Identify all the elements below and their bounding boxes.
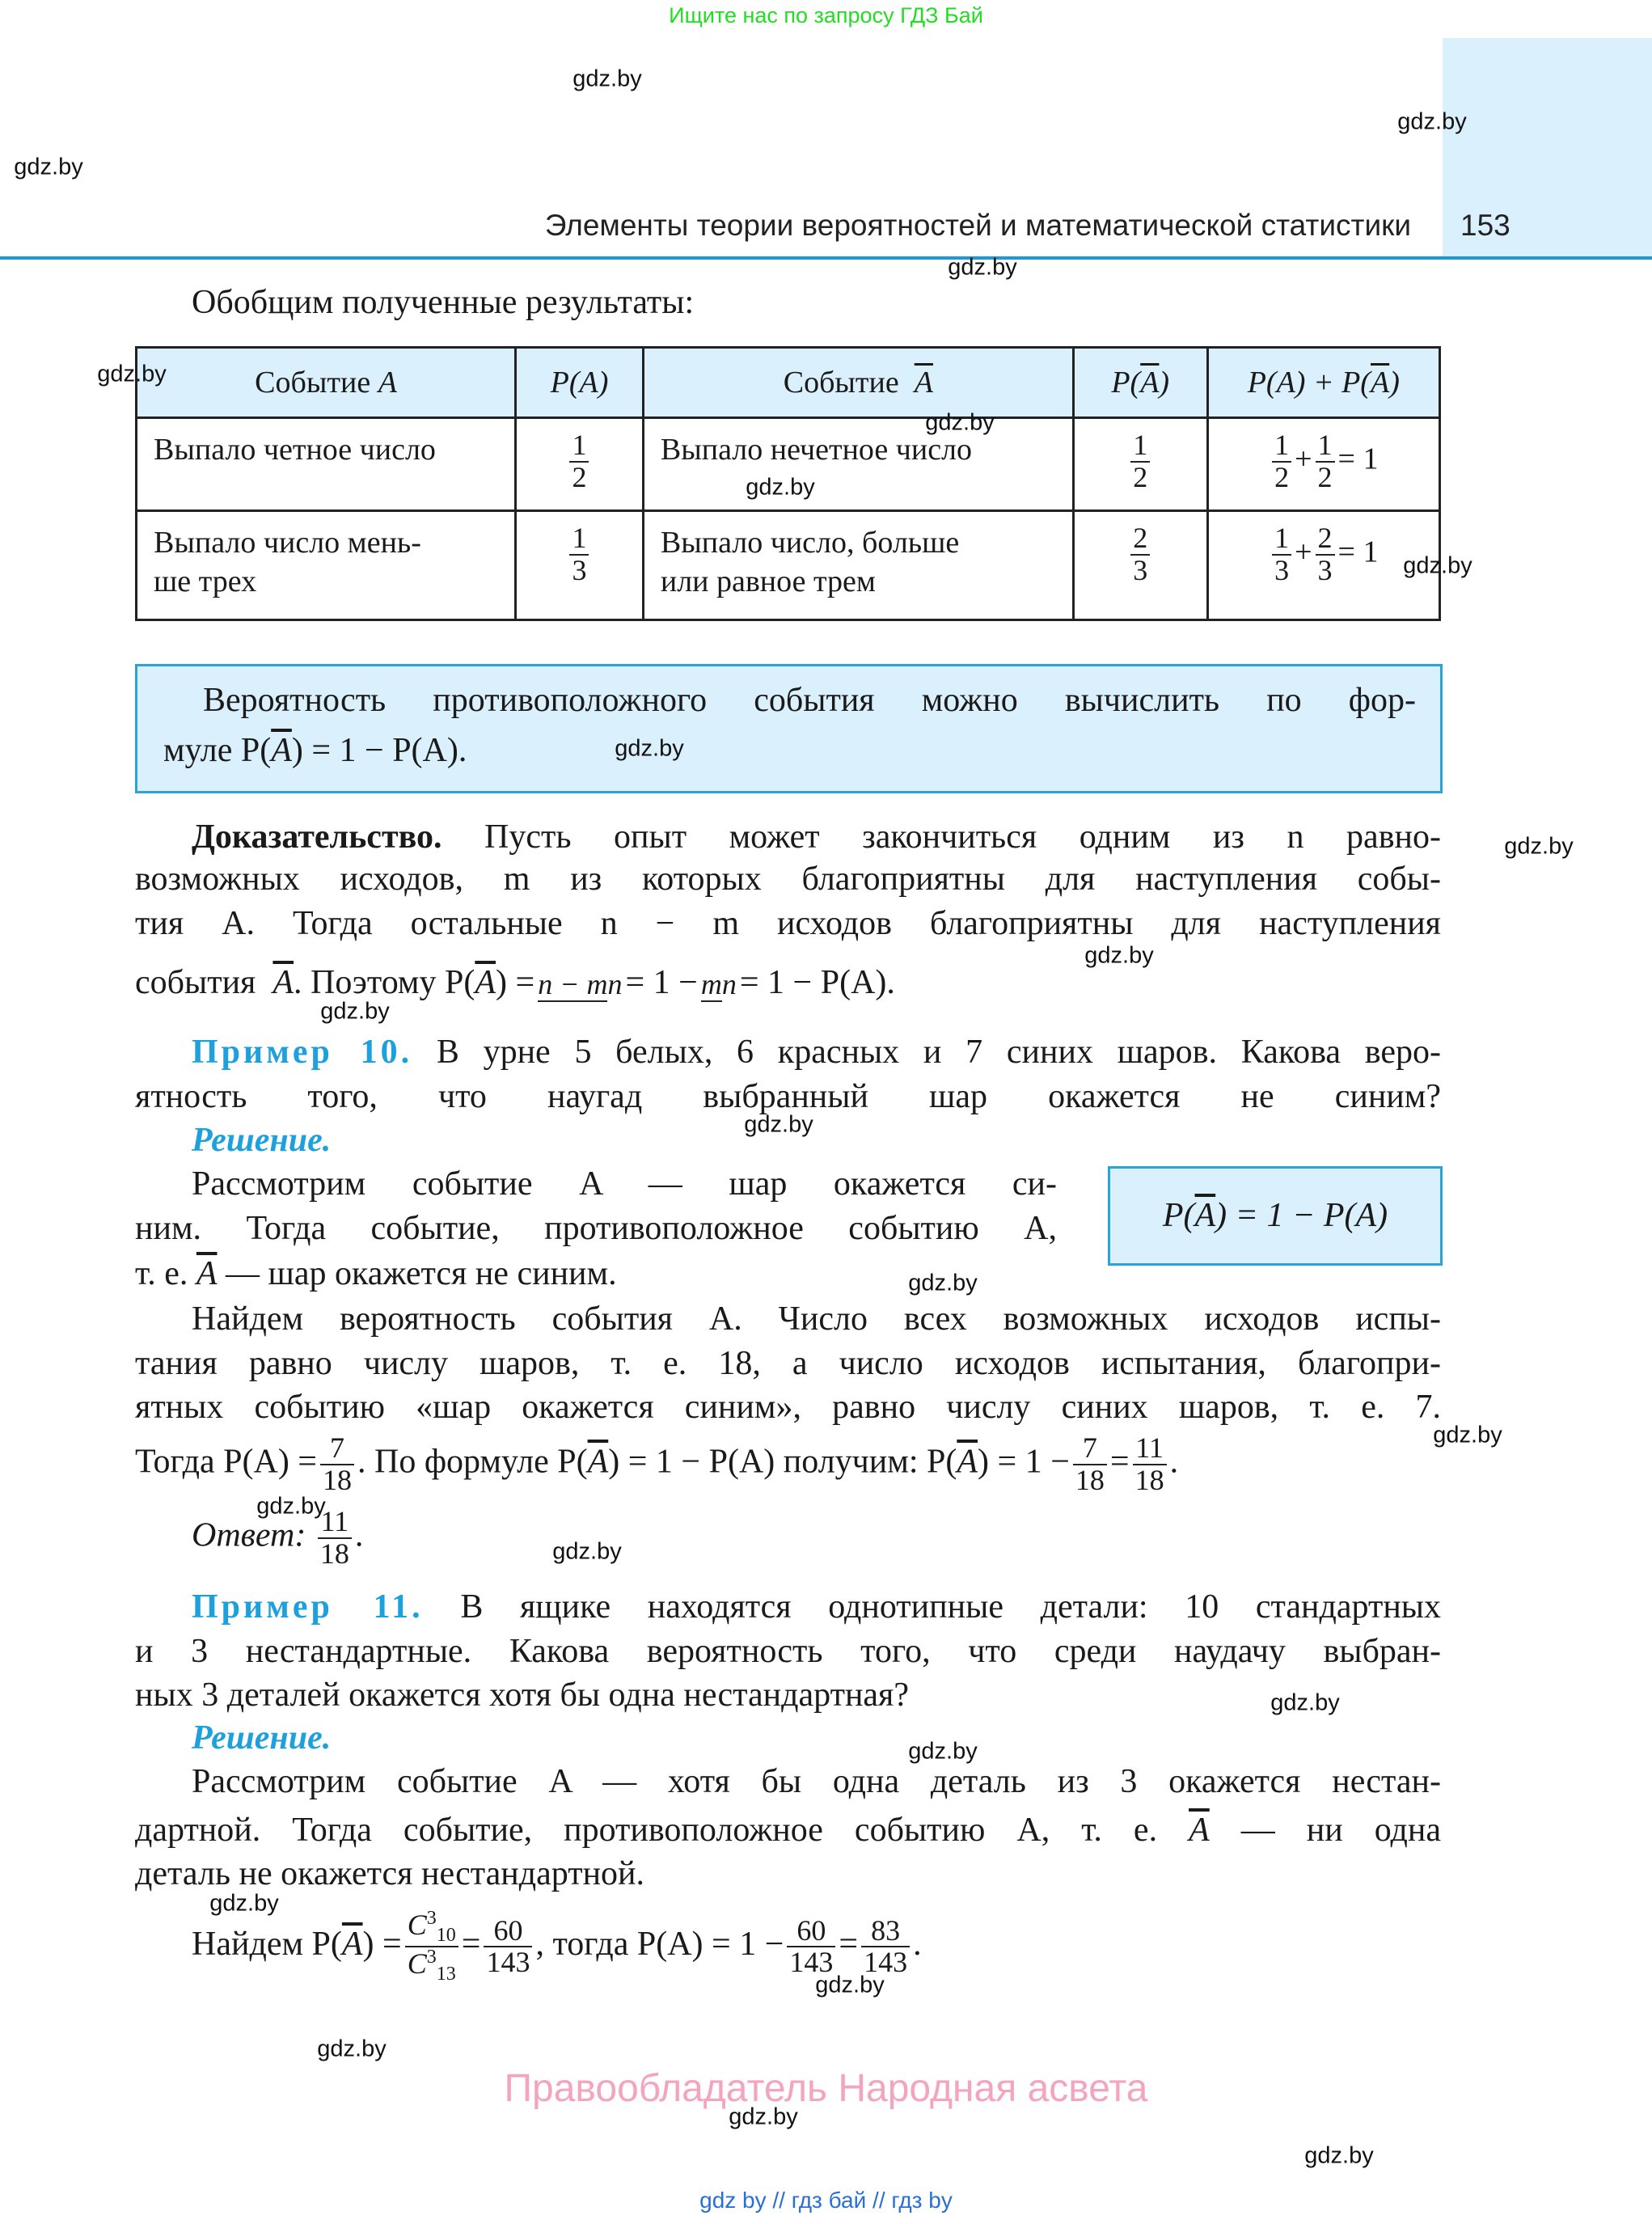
opposite-probability-cell: $\frac{2}{3}$ <box>1073 511 1207 620</box>
watermark: gdz.by <box>1504 833 1574 860</box>
table-row <box>137 511 1440 620</box>
solution-label: Решение. <box>192 1122 332 1159</box>
watermark: gdz.by <box>320 998 390 1025</box>
formula-box: $P(\overline{A}) = 1 - P(A)$ <box>1108 1166 1443 1266</box>
solution-10-line-4: Найдем вероятность события A. Число всех возможных исходов испы- <box>192 1300 1441 1338</box>
solution-10-line-3: т. е. $\overline{A}$ — шар окажется не синим. <box>135 1255 617 1292</box>
header-divider <box>0 256 1652 260</box>
watermark: gdz.by <box>1084 942 1154 969</box>
header-event-a: Событие A <box>137 348 516 418</box>
header-p-a: P(A) <box>516 348 644 418</box>
proof-line-2: возможных исходов, m из которых благоприятны для наступления собы- <box>135 860 1441 898</box>
watermark: gdz.by <box>317 2036 387 2062</box>
event-cell: Выпало число мень- ше трех <box>137 511 516 620</box>
solution-10-line-5: тания равно числу шаров, т. е. 18, а число исходов испытания, благопри- <box>135 1345 1441 1382</box>
watermark: gdz.by <box>1403 552 1472 579</box>
search-banner[interactable]: Ищите нас по запросу ГДЗ Бай <box>669 3 983 27</box>
answer-10: Ответ: $\frac{11}{18}$ . <box>192 1505 364 1570</box>
chapter-title: Элементы теории вероятностей и математической статистики <box>544 209 1411 242</box>
proof-line-3: тия A. Тогда остальные n − m исходов благоприятны для наступления <box>135 905 1441 942</box>
opposite-event-cell: Выпало число, больше или равное трем <box>643 511 1073 620</box>
watermark: gdz.by <box>1304 2142 1374 2169</box>
example-10-line-2: ятность того, что наугад выбранный шар окажется не синим? <box>135 1078 1441 1115</box>
rule-text-line-1: Вероятность противоположного события можно вычислить по фор- <box>203 682 1416 719</box>
watermark: gdz.by <box>572 66 642 92</box>
watermark: gdz.by <box>14 154 83 180</box>
rule-text-line-2: муле $P(\overline{A}) = 1 - P(A)$. <box>163 732 467 769</box>
watermark: gdz.by <box>925 409 995 436</box>
watermark: gdz.by <box>97 361 167 387</box>
proof-line-1: Доказательство. Пусть опыт может закончиться одним из n равно- <box>192 818 1441 856</box>
example-11-label: Пример 11. <box>192 1588 424 1626</box>
watermark: gdz.by <box>815 1972 885 1998</box>
watermark: gdz.by <box>1270 1689 1340 1716</box>
table-header-row <box>137 348 1440 418</box>
header-sum: $P(A) + P(\overline{A})$ <box>1207 348 1439 418</box>
solution-label: Решение. <box>192 1719 332 1757</box>
copyright-notice: Правообладатель Народная асвета <box>504 2067 1148 2110</box>
solution-11-line-3: деталь не окажется нестандартной. <box>135 1855 645 1892</box>
watermark: gdz.by <box>1397 108 1467 135</box>
page-number: 153 <box>1460 209 1510 242</box>
watermark: gdz.by <box>1433 1422 1502 1448</box>
solution-10-line-2: ним. Тогда событие, противоположное событию A, <box>135 1210 1057 1247</box>
watermark: gdz.by <box>256 1493 326 1520</box>
watermark: gdz.by <box>744 1111 813 1138</box>
footer-links[interactable]: gdz by // гдз бай // гдз by <box>699 2188 953 2213</box>
header-p-not-a: $P(\overline{A})$ <box>1073 348 1207 418</box>
solution-11-line-1: Рассмотрим событие A — хотя бы одна деталь из 3 окажется нестан- <box>192 1763 1441 1800</box>
watermark: gdz.by <box>908 1270 978 1296</box>
watermark: gdz.by <box>729 2103 798 2130</box>
example-10-line-1: Пример 10. В урне 5 белых, 6 красных и 7 синих шаров. Какова веро- <box>192 1034 1441 1071</box>
watermark: gdz.by <box>615 735 684 762</box>
example-11-line-1: Пример 11. В ящике находятся однотипные детали: 10 стандартных <box>192 1588 1442 1626</box>
sum-cell: $\frac{1}{3}$ + $\frac{2}{3}$ = 1 <box>1207 511 1439 620</box>
probability-cell: $\frac{1}{3}$ <box>516 511 644 620</box>
example-10-label: Пример 10. <box>192 1034 413 1071</box>
solution-10-line-6: ятных событию «шар окажется синим», равно числу синих шаров, т. е. 7. <box>135 1389 1441 1426</box>
solution-10-line-7: Тогда P(A) = $\frac{7}{18}$ . По формуле $P(\overline{A}) = 1 - P(A)$ получим: $P(\overline{A}) = 1$ − $\frac{7}{18}$ = $\frac{11}{18}$ . <box>135 1431 1179 1496</box>
example-11-line-2: и 3 нестандартные. Какова вероятность того, что среди наудачу выбран- <box>135 1633 1441 1670</box>
solution-11-line-2: дартной. Тогда событие, противоположное событию A, т. е. $\overline{A}$ — ни одна <box>135 1812 1442 1849</box>
watermark: gdz.by <box>746 474 815 501</box>
example-11-line-3: ных 3 деталей окажется хотя бы одна нестандартная? <box>135 1676 910 1714</box>
solution-11-formula: Найдем $P(\overline{A})$ = $\frac{C^3_{10}}{C^3_{13}}$ = $\frac{60}{143}$ , тогда P(A) = 1 − $\frac{60}{143}$ = $\frac{83}{143}$ . <box>192 1908 922 1985</box>
solution-10-line-1: Рассмотрим событие A — шар окажется си- <box>192 1165 1057 1203</box>
watermark: gdz.by <box>209 1890 279 1917</box>
opposite-probability-cell: $\frac{1}{2}$ <box>1073 418 1207 511</box>
watermark: gdz.by <box>908 1738 978 1765</box>
opposite-event-cell: Выпало нечетное число <box>643 418 1073 511</box>
proof-line-4: события $\overline{A}$. Поэтому $P(\overline{A}) = n - mn= 1 - mn= 1 - P(A)$. <box>135 964 895 1001</box>
watermark: gdz.by <box>552 1538 622 1565</box>
intro-text: Обобщим полученные результаты: <box>192 284 695 321</box>
probability-cell: $\frac{1}{2}$ <box>516 418 644 511</box>
watermark: gdz.by <box>948 254 1017 281</box>
sum-cell: $\frac{1}{2}$ + $\frac{1}{2}$ = 1 <box>1207 418 1439 511</box>
event-cell: Выпало четное число <box>137 418 516 511</box>
header-event-not-a: Событие $\overline{A}$ <box>643 348 1073 418</box>
